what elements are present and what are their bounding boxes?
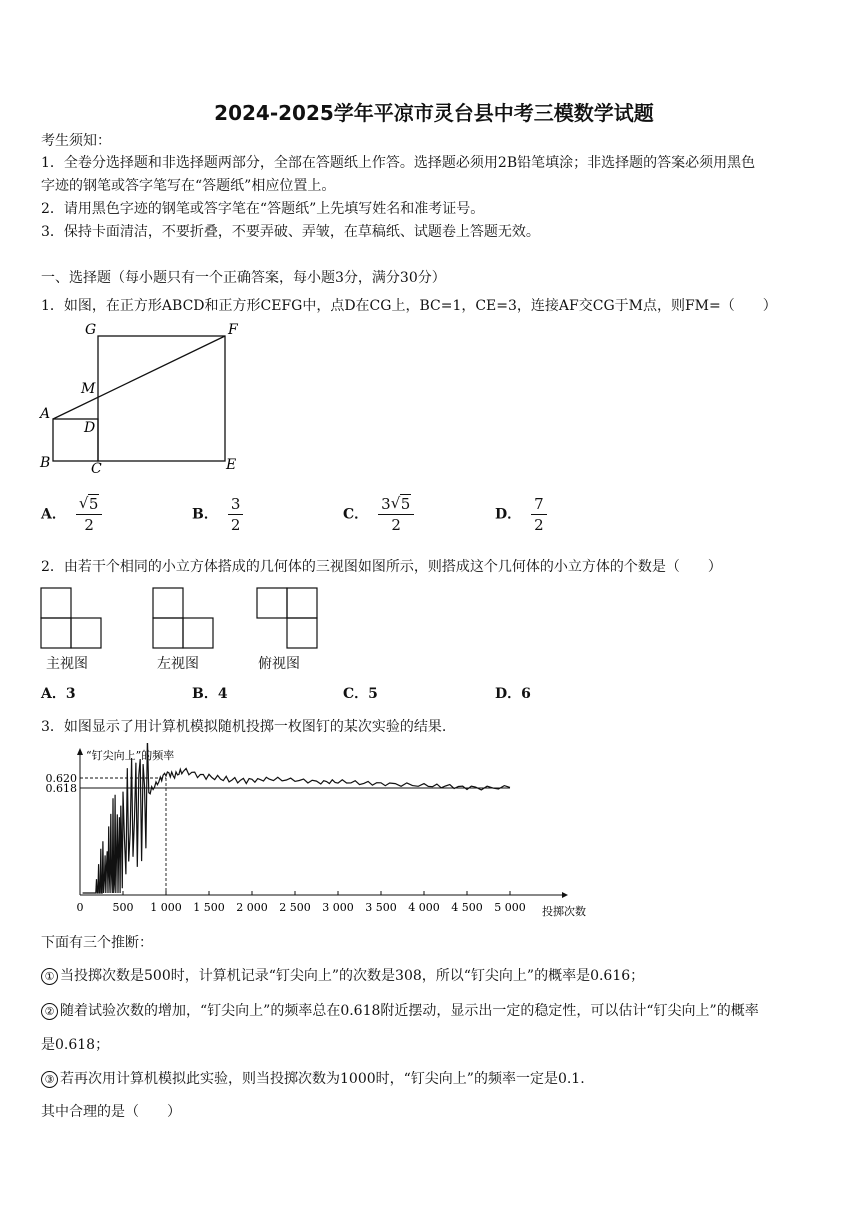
x-tick-label: 2 000 [236,901,268,914]
label-M: M [81,381,96,397]
inference-2: ② 随着试验次数的增加，“钉尖向上”的频率总在0.618附近摆动，显示出一定的稳定性，可以估计“钉尖向上”的概率 [41,1001,759,1021]
label-D: D [84,420,96,436]
series-line [83,743,510,893]
q2-option-b[interactable]: B．4 [192,686,228,702]
q1-option-a[interactable]: A． √ 5 2 [41,494,102,535]
inference-2-cont: 是0.618； [41,1037,110,1053]
x-tick-label: 1 000 [150,901,182,914]
x-tick-label: 3 500 [365,901,397,914]
q1-option-d[interactable]: D． $\frac{7}{2}$ [495,494,547,535]
question-1-stem: 1．如图，在正方形ABCD和正方形CEFG中，点D在CG上，BC=1，CE=3，连接AF交CG于M点，则FM=（ ） [41,298,777,314]
top-view-figure [256,587,318,649]
notice-item-1-cont: 字迹的钢笔或答字笔写在“答题纸”相应位置上。 [41,178,336,194]
question-1-figure [35,318,250,476]
x-tick-label: 1 500 [193,901,225,914]
x-tick-label: 2 500 [279,901,311,914]
label-B: B [40,455,51,471]
label-F: F [228,322,238,338]
notice-heading: 考生须知： [41,133,111,149]
inference-3: ③ 若再次用计算机模拟此实验，则当投掷次数为1000时，“钉尖向上”的频率一定是0.1. [41,1069,585,1089]
q2-option-c[interactable]: C．5 [343,686,378,702]
question-3-ask: 其中合理的是（ ） [41,1104,181,1120]
x-tick-label: 500 [112,901,134,914]
x-tick-label: 5 000 [494,901,526,914]
y-tick-label: 0.618 [45,782,77,795]
x-tick-label: 4 500 [451,901,483,914]
q2-option-a[interactable]: A．3 [41,686,76,702]
front-view-caption: 主视图 [46,656,88,672]
section-heading: 一、选择题（每小题只有一个正确答案，每小题3分，满分30分） [41,270,446,286]
notice-item-1: 1．全卷分选择题和非选择题两部分，全部在答题纸上作答。选择题必须用2B铅笔填涂；非选择题的答案必须用黑色 [41,155,756,171]
label-G: G [85,322,97,338]
x-tick-label: 0 [76,901,84,914]
left-view-caption: 左视图 [157,656,199,672]
notice-item-2: 2．请用黑色字迹的钢笔或答字笔在“答题纸”上先填写姓名和准考证号。 [41,201,485,217]
label-E: E [226,457,237,473]
frequency-chart [40,743,610,923]
x-tick-label: 3 000 [322,901,354,914]
q2-option-d[interactable]: D．6 [495,686,531,702]
question-3-stem: 3．如图显示了用计算机模拟随机投掷一枚图钉的某次实验的结果. [41,719,447,735]
front-view-figure [40,587,102,649]
q1-option-b[interactable]: B． $\frac{3}{2}$ [192,494,243,535]
y-axis-label: “钉尖向上”的频率 [86,749,175,762]
page-title: 2024-2025学年平凉市灵台县中考三模数学试题 [214,101,654,125]
y-tick-label: 0.620 [45,772,77,785]
y-axis-arrow [77,748,83,755]
left-view-figure [152,587,214,649]
inference-1: ① 当投掷次数是500时，计算机记录“钉尖向上”的次数是308，所以“钉尖向上”的概率是0.616； [41,966,644,986]
question-2-stem: 2．由若干个相同的小立方体搭成的几何体的三视图如图所示，则搭成这个几何体的小立方体的个数是（ ） [41,559,722,575]
x-axis-label: 投掷次数 [542,905,586,918]
label-A: A [40,406,51,422]
notice-item-3: 3．保持卡面清洁，不要折叠，不要弄破、弄皱，在草稿纸、试题卷上答题无效。 [41,224,540,240]
inference-intro: 下面有三个推断： [41,935,153,951]
x-tick-label: 4 000 [408,901,440,914]
top-view-caption: 俯视图 [258,656,300,672]
x-axis-arrow [562,892,568,898]
label-C: C [91,461,102,476]
q1-option-c[interactable]: C． 3 √ 5 2 [343,494,414,535]
